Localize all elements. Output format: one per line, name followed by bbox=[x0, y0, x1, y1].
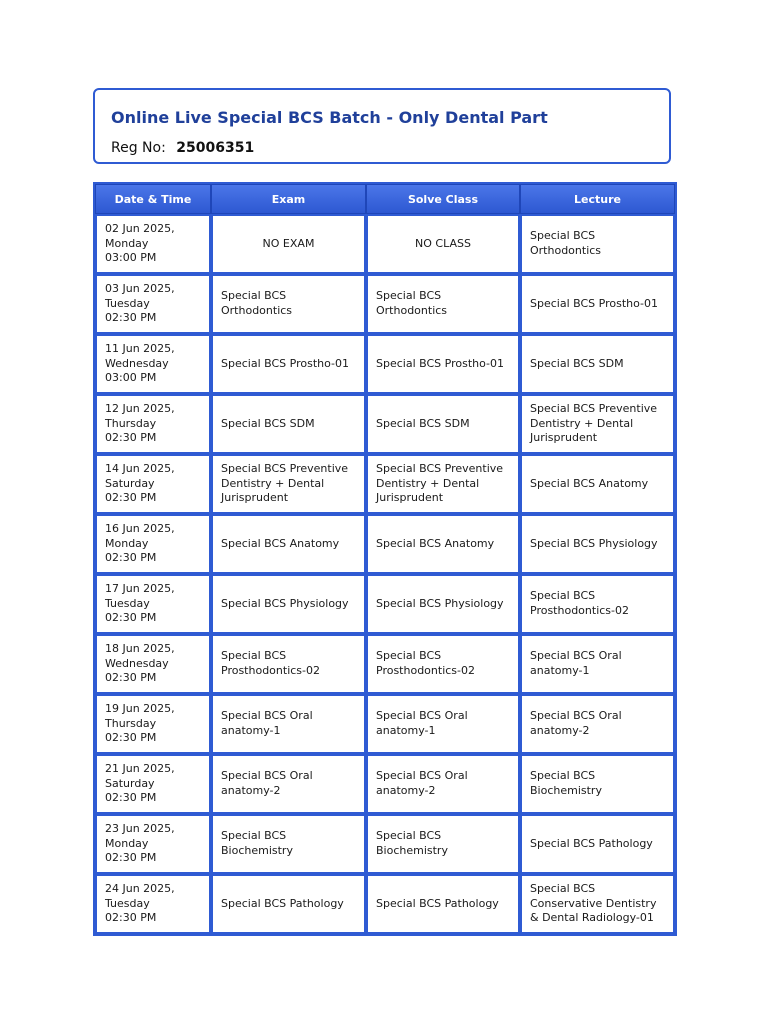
date-time-date: 11 Jun 2025, bbox=[105, 342, 175, 356]
date-time-day: Tuesday bbox=[105, 296, 150, 310]
table-row bbox=[95, 334, 675, 394]
date-time-day: Wednesday bbox=[105, 656, 169, 670]
cell-solve-class: Special BCS Anatomy bbox=[366, 514, 520, 574]
cell-date-time bbox=[95, 334, 211, 394]
table-row bbox=[95, 274, 675, 334]
table-row bbox=[95, 754, 675, 814]
cell-solve-class: Special BCS Pathology bbox=[366, 874, 520, 934]
cell-exam: Special BCS Preventive Dentistry + Dental Jurisprudent bbox=[211, 454, 366, 514]
date-time-time: 02:30 PM bbox=[105, 791, 157, 805]
cell-date-time bbox=[95, 394, 211, 454]
table-row bbox=[95, 634, 675, 694]
cell-date-time bbox=[95, 814, 211, 874]
cell-exam: Special BCS Prosthodontics-02 bbox=[211, 634, 366, 694]
cell-exam: Special BCS Anatomy bbox=[211, 514, 366, 574]
cell-lecture: Special BCS Prosthodontics-02 bbox=[520, 574, 675, 634]
date-time-time: 02:30 PM bbox=[105, 491, 157, 505]
cell-lecture: Special BCS Conservative Dentistry & Dental Radiology-01 bbox=[520, 874, 675, 934]
cell-exam: Special BCS Biochemistry bbox=[211, 814, 366, 874]
cell-date-time bbox=[95, 694, 211, 754]
table-row bbox=[95, 694, 675, 754]
date-time-date: 19 Jun 2025, bbox=[105, 702, 175, 716]
cell-solve-class: Special BCS Biochemistry bbox=[366, 814, 520, 874]
batch-title: Online Live Special BCS Batch - Only Dental Part bbox=[111, 108, 548, 127]
cell-solve-class: Special BCS Prostho-01 bbox=[366, 334, 520, 394]
cell-lecture: Special BCS Biochemistry bbox=[520, 754, 675, 814]
table-row bbox=[95, 454, 675, 514]
reg-no-label: Reg No: bbox=[111, 140, 166, 156]
date-time-time: 02:30 PM bbox=[105, 911, 157, 925]
cell-lecture: Special BCS Oral anatomy-2 bbox=[520, 694, 675, 754]
cell-lecture: Special BCS Preventive Dentistry + Dental Jurisprudent bbox=[520, 394, 675, 454]
registration-row bbox=[111, 140, 254, 156]
batch-info-box bbox=[93, 88, 671, 164]
date-time-day: Monday bbox=[105, 836, 149, 850]
schedule-body bbox=[95, 214, 675, 934]
date-time-time: 02:30 PM bbox=[105, 311, 157, 325]
cell-date-time bbox=[95, 214, 211, 274]
column-header-lecture: Lecture bbox=[520, 184, 675, 214]
cell-exam: Special BCS Prostho-01 bbox=[211, 334, 366, 394]
table-header-row bbox=[95, 184, 675, 214]
column-header-date-time: Date & Time bbox=[95, 184, 211, 214]
cell-solve-class: Special BCS Preventive Dentistry + Dental Jurisprudent bbox=[366, 454, 520, 514]
cell-date-time bbox=[95, 454, 211, 514]
date-time-day: Thursday bbox=[105, 416, 157, 430]
date-time-time: 03:00 PM bbox=[105, 251, 157, 265]
table-row bbox=[95, 394, 675, 454]
date-time-day: Thursday bbox=[105, 716, 157, 730]
date-time-day: Monday bbox=[105, 236, 149, 250]
date-time-date: 12 Jun 2025, bbox=[105, 402, 175, 416]
reg-no-value: 25006351 bbox=[176, 140, 255, 156]
date-time-day: Tuesday bbox=[105, 896, 150, 910]
cell-exam: Special BCS Pathology bbox=[211, 874, 366, 934]
date-time-date: 17 Jun 2025, bbox=[105, 582, 175, 596]
date-time-time: 03:00 PM bbox=[105, 371, 157, 385]
table-row bbox=[95, 214, 675, 274]
date-time-time: 02:30 PM bbox=[105, 731, 157, 745]
date-time-time: 02:30 PM bbox=[105, 671, 157, 685]
cell-exam: Special BCS Physiology bbox=[211, 574, 366, 634]
date-time-date: 03 Jun 2025, bbox=[105, 282, 175, 296]
cell-exam: Special BCS SDM bbox=[211, 394, 366, 454]
table-row bbox=[95, 814, 675, 874]
table-row bbox=[95, 874, 675, 934]
cell-date-time bbox=[95, 574, 211, 634]
date-time-time: 02:30 PM bbox=[105, 431, 157, 445]
date-time-day: Saturday bbox=[105, 776, 155, 790]
cell-solve-class: Special BCS SDM bbox=[366, 394, 520, 454]
cell-lecture: Special BCS SDM bbox=[520, 334, 675, 394]
cell-solve-class: NO CLASS bbox=[366, 214, 520, 274]
cell-lecture: Special BCS Oral anatomy-1 bbox=[520, 634, 675, 694]
date-time-day: Monday bbox=[105, 536, 149, 550]
date-time-date: 18 Jun 2025, bbox=[105, 642, 175, 656]
cell-lecture: Special BCS Orthodontics bbox=[520, 214, 675, 274]
date-time-date: 24 Jun 2025, bbox=[105, 882, 175, 896]
date-time-day: Saturday bbox=[105, 476, 155, 490]
cell-date-time bbox=[95, 634, 211, 694]
cell-date-time bbox=[95, 514, 211, 574]
date-time-date: 02 Jun 2025, bbox=[105, 222, 175, 236]
cell-exam: Special BCS Orthodontics bbox=[211, 274, 366, 334]
cell-lecture: Special BCS Anatomy bbox=[520, 454, 675, 514]
cell-exam: NO EXAM bbox=[211, 214, 366, 274]
table-row bbox=[95, 514, 675, 574]
cell-lecture: Special BCS Prostho-01 bbox=[520, 274, 675, 334]
cell-solve-class: Special BCS Oral anatomy-2 bbox=[366, 754, 520, 814]
table-row bbox=[95, 574, 675, 634]
cell-solve-class: Special BCS Prosthodontics-02 bbox=[366, 634, 520, 694]
date-time-time: 02:30 PM bbox=[105, 551, 157, 565]
date-time-day: Wednesday bbox=[105, 356, 169, 370]
schedule-table bbox=[93, 182, 677, 936]
column-header-solve-class: Solve Class bbox=[366, 184, 520, 214]
cell-lecture: Special BCS Pathology bbox=[520, 814, 675, 874]
cell-lecture: Special BCS Physiology bbox=[520, 514, 675, 574]
cell-solve-class: Special BCS Physiology bbox=[366, 574, 520, 634]
cell-exam: Special BCS Oral anatomy-2 bbox=[211, 754, 366, 814]
cell-date-time bbox=[95, 274, 211, 334]
cell-solve-class: Special BCS Oral anatomy-1 bbox=[366, 694, 520, 754]
date-time-date: 14 Jun 2025, bbox=[105, 462, 175, 476]
cell-date-time bbox=[95, 754, 211, 814]
cell-exam: Special BCS Oral anatomy-1 bbox=[211, 694, 366, 754]
column-header-exam: Exam bbox=[211, 184, 366, 214]
cell-solve-class: Special BCS Orthodontics bbox=[366, 274, 520, 334]
date-time-day: Tuesday bbox=[105, 596, 150, 610]
cell-date-time bbox=[95, 874, 211, 934]
date-time-time: 02:30 PM bbox=[105, 851, 157, 865]
date-time-date: 23 Jun 2025, bbox=[105, 822, 175, 836]
date-time-date: 21 Jun 2025, bbox=[105, 762, 175, 776]
date-time-date: 16 Jun 2025, bbox=[105, 522, 175, 536]
date-time-time: 02:30 PM bbox=[105, 611, 157, 625]
